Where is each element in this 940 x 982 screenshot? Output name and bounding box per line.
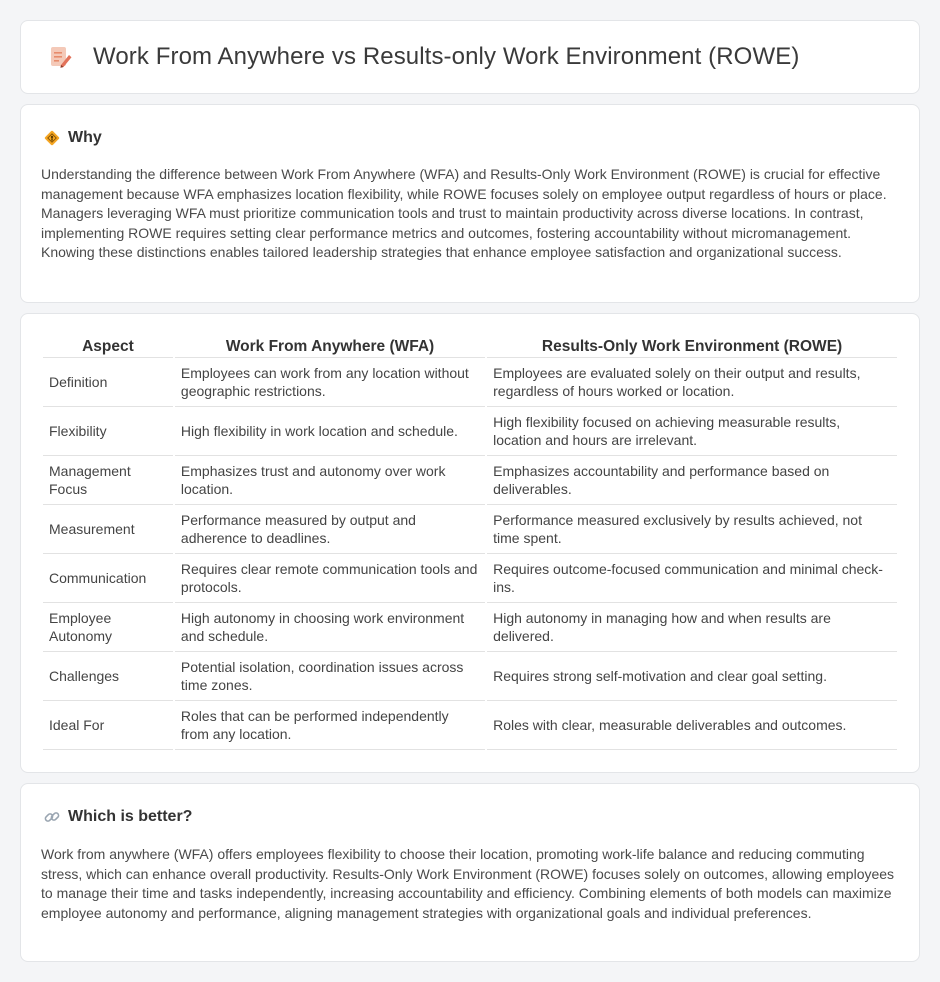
rowe-cell: High autonomy in managing how and when results are delivered. xyxy=(487,603,897,652)
aspect-cell: Communication xyxy=(43,554,173,603)
comparison-card xyxy=(20,313,920,773)
which-is-better-section xyxy=(20,783,920,962)
link-icon xyxy=(43,808,61,826)
page-title: Work From Anywhere vs Results-only Work Environment (ROWE) xyxy=(93,43,800,70)
wfa-cell: Roles that can be performed independently from any location. xyxy=(175,701,485,750)
aspect-cell: Ideal For xyxy=(43,701,173,750)
diamond-sign-icon xyxy=(43,129,61,147)
rowe-cell: Employees are evaluated solely on their output and results, regardless of hours worked or location. xyxy=(487,358,897,407)
rowe-cell: High flexibility focused on achieving measurable results, location and hours are irrelevant. xyxy=(487,407,897,456)
why-text: Understanding the difference between Work From Anywhere (WFA) and Results-Only Work Environment (ROWE) is crucial for effective management because WFA emphasizes location flexibility, while ROWE focuses solely on employee output regardless of hours or place. Managers leveraging WFA must prioritize communication tools and trust to maintain productivity across diverse locations. In contrast, implementing ROWE requires setting clear performance metrics and outcomes, fostering accountability without micromanagement. Knowing these distinctions enables tailored leadership strategies that enhance employee satisfaction and organizational success. xyxy=(41,166,887,261)
table-row xyxy=(43,505,897,554)
wfa-cell: Employees can work from any location without geographic restrictions. xyxy=(175,358,485,407)
document-pencil-icon xyxy=(47,44,73,70)
aspect-cell: Employee Autonomy xyxy=(43,603,173,652)
better-text: Work from anywhere (WFA) offers employees flexibility to choose their location, promoting work-life balance and reducing commuting stress, which can enhance overall productivity. Results-Only Work Environment (ROWE) focuses solely on outcomes, allowing employees to manage their time and tasks independently, increasing accountability and efficiency. Combining elements of both models can maximize employee autonomy and performance, aligning management strategies with organizational goals and individual preferences. xyxy=(41,846,895,921)
rowe-cell: Requires strong self-motivation and clear goal setting. xyxy=(487,652,897,701)
wfa-cell: Performance measured by output and adherence to deadlines. xyxy=(175,505,485,554)
wfa-cell: High flexibility in work location and schedule. xyxy=(175,407,485,456)
rowe-cell: Requires outcome-focused communication and minimal check-ins. xyxy=(487,554,897,603)
wfa-cell: Requires clear remote communication tools and protocols. xyxy=(175,554,485,603)
rowe-cell: Roles with clear, measurable deliverables and outcomes. xyxy=(487,701,897,750)
title-card xyxy=(20,20,920,94)
table-row xyxy=(43,358,897,407)
wfa-cell: High autonomy in choosing work environment and schedule. xyxy=(175,603,485,652)
why-section xyxy=(20,104,920,303)
why-title: Why xyxy=(68,128,102,146)
aspect-cell: Flexibility xyxy=(43,407,173,456)
aspect-cell: Challenges xyxy=(43,652,173,701)
comparison-table xyxy=(41,334,899,750)
aspect-cell: Definition xyxy=(43,358,173,407)
table-row xyxy=(43,456,897,505)
table-header-row xyxy=(43,334,897,358)
table-row xyxy=(43,407,897,456)
better-title: Which is better? xyxy=(68,807,193,825)
aspect-cell: Management Focus xyxy=(43,456,173,505)
header-rowe: Results-Only Work Environment (ROWE) xyxy=(487,334,897,358)
table-row xyxy=(43,701,897,750)
wfa-cell: Emphasizes trust and autonomy over work location. xyxy=(175,456,485,505)
aspect-cell: Measurement xyxy=(43,505,173,554)
rowe-cell: Performance measured exclusively by results achieved, not time spent. xyxy=(487,505,897,554)
table-row xyxy=(43,652,897,701)
header-wfa: Work From Anywhere (WFA) xyxy=(175,334,485,358)
table-row xyxy=(43,554,897,603)
wfa-cell: Potential isolation, coordination issues across time zones. xyxy=(175,652,485,701)
rowe-cell: Emphasizes accountability and performance based on deliverables. xyxy=(487,456,897,505)
header-aspect: Aspect xyxy=(43,334,173,358)
table-row xyxy=(43,603,897,652)
